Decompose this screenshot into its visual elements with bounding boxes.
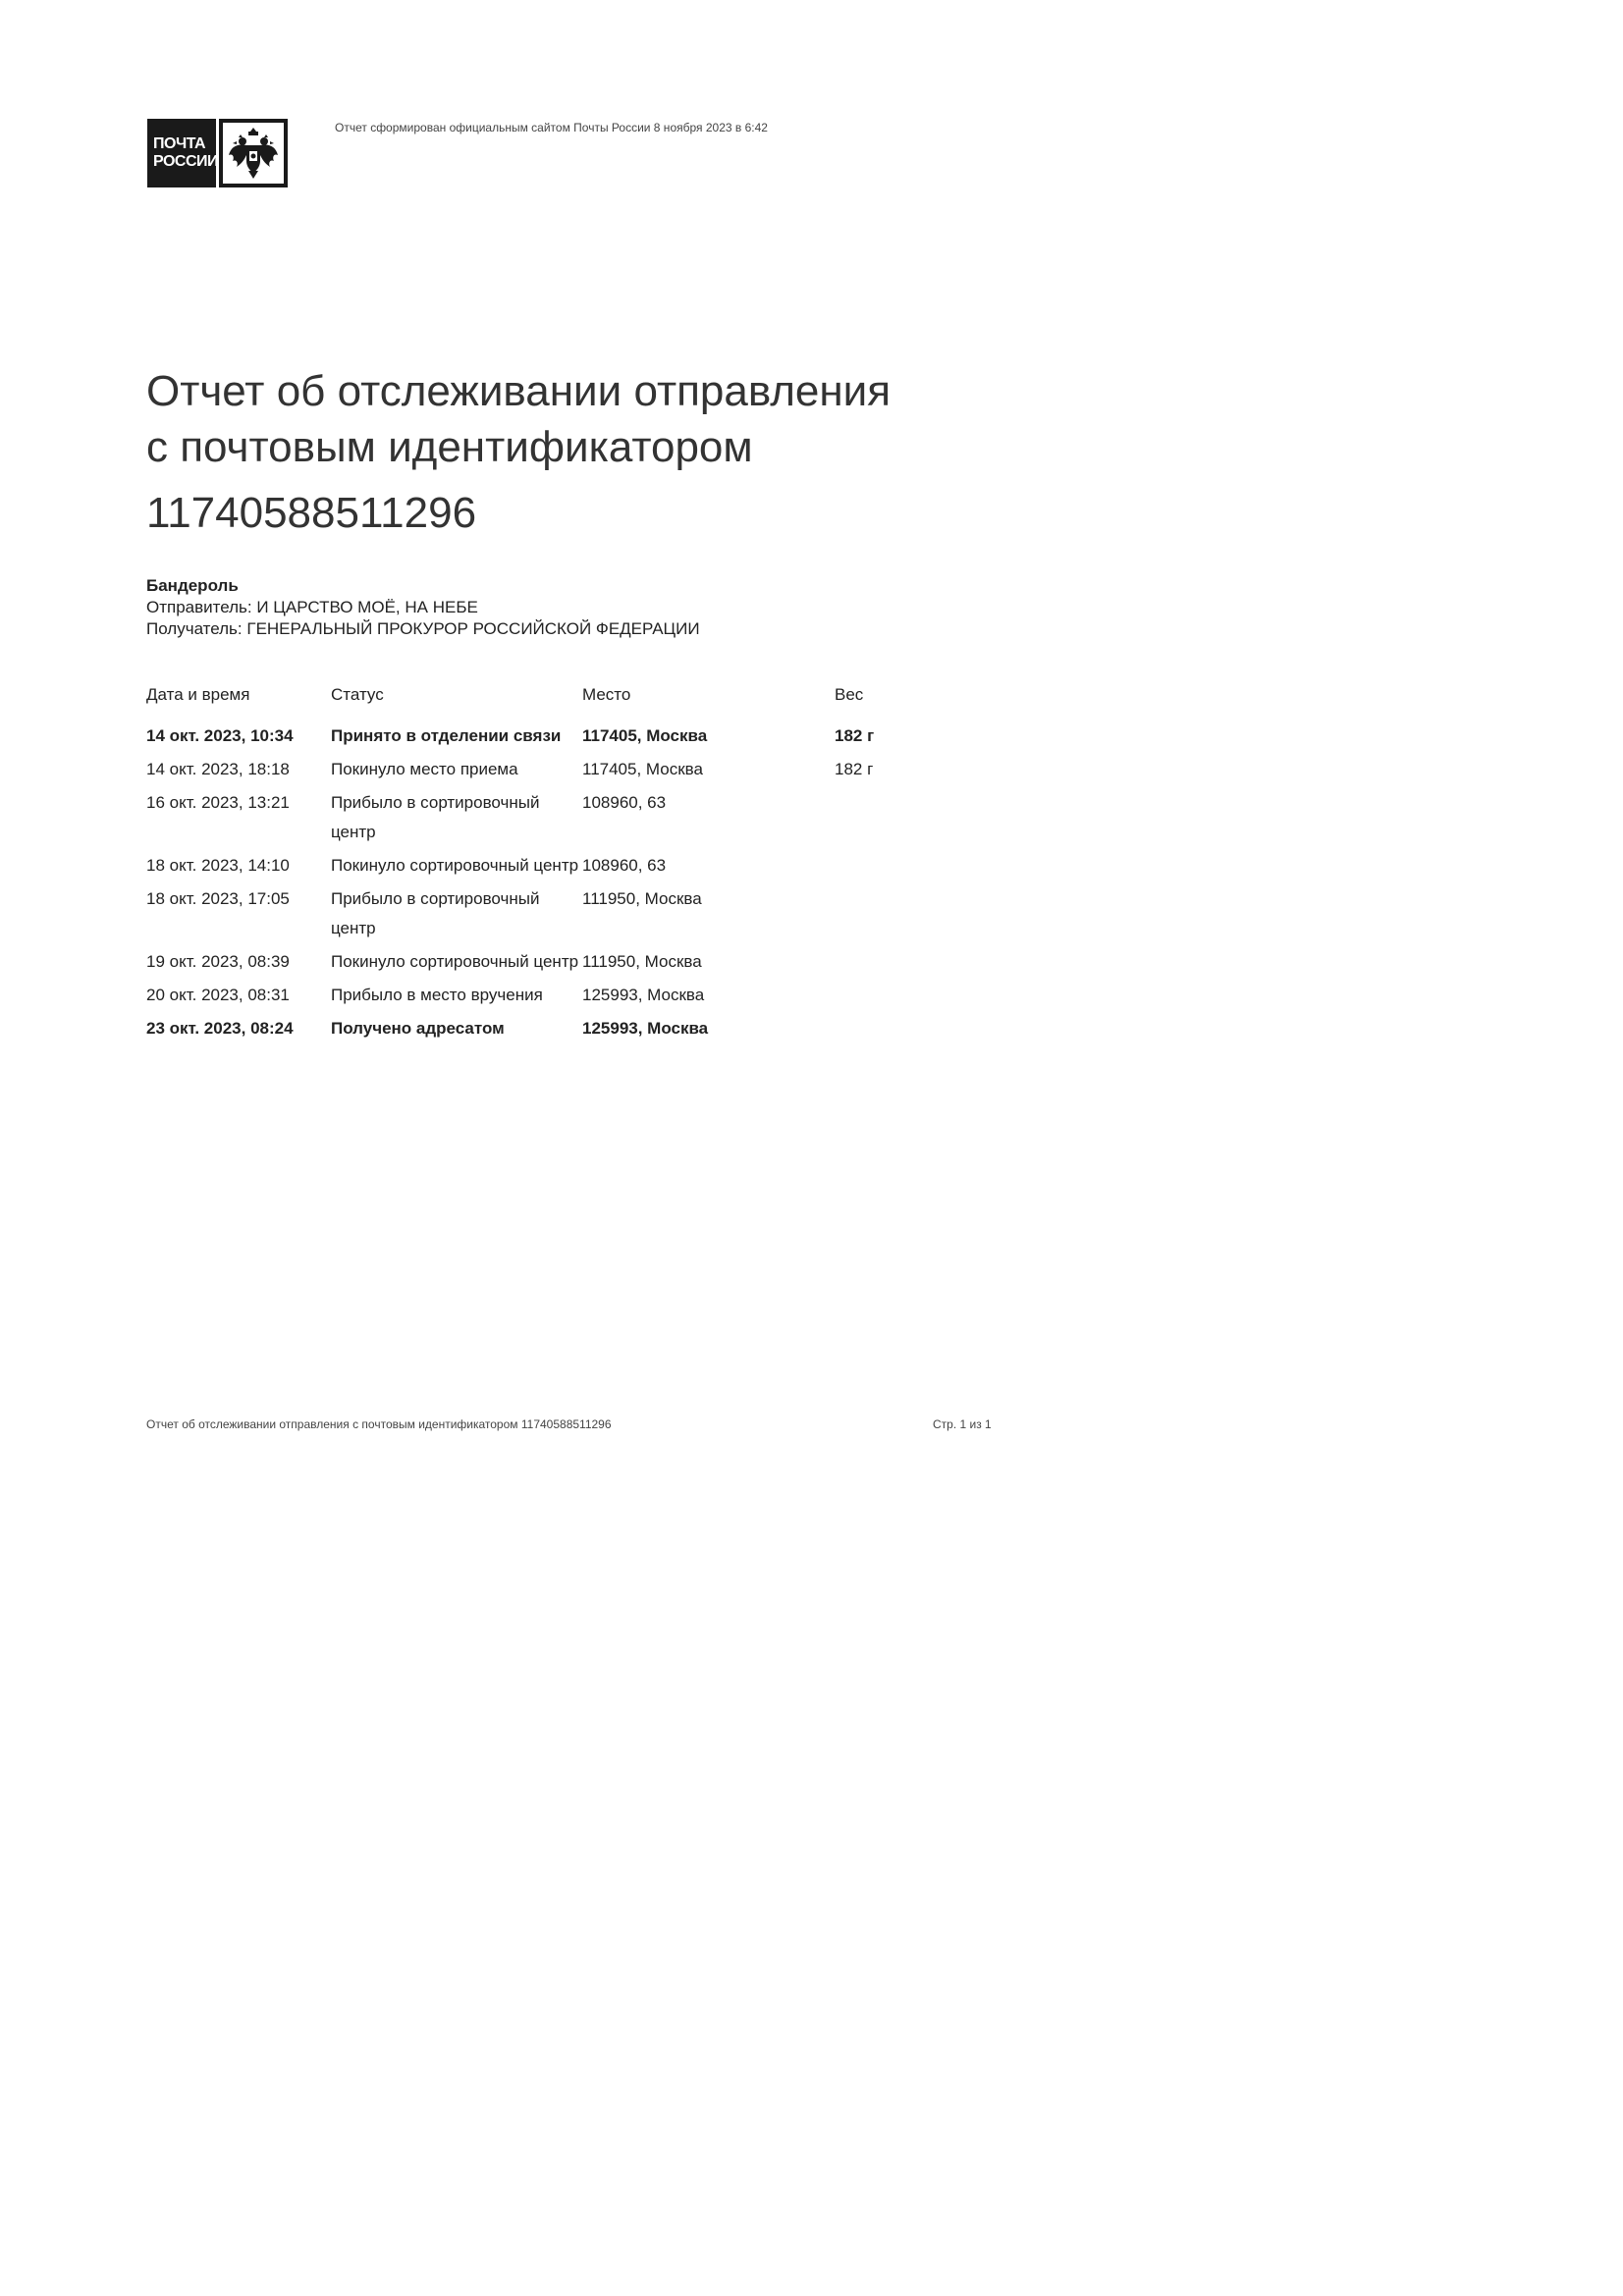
russian-post-logo [147, 119, 288, 187]
row-status: Получено адресатом [331, 1019, 505, 1038]
row-place: 108960, 63 [582, 793, 667, 812]
header-place: Место [582, 685, 631, 704]
row-weight [835, 788, 933, 847]
table-row [146, 947, 932, 977]
table-row [146, 1014, 932, 1043]
row-status: Принято в отделении связи [331, 726, 562, 745]
sender: Отправитель: И ЦАРСТВО МОЁ, НА НЕБЕ [146, 598, 478, 616]
row-weight [835, 981, 933, 1010]
generated-note: Отчет сформирован официальным сайтом Почты России 8 ноября 2023 в 6:42 [335, 121, 768, 134]
row-date: 16 окт. 2023, 13:21 [146, 793, 290, 812]
table-row [146, 851, 932, 881]
page-number: Стр. 1 из 1 [933, 1417, 992, 1431]
tracking-number: 11740588511296 [146, 489, 477, 537]
logo-line-2: РОССИИ [153, 153, 219, 170]
page-title [146, 363, 891, 541]
row-date: 18 окт. 2023, 14:10 [146, 856, 290, 875]
row-weight: 182 г [835, 760, 874, 778]
table-row [146, 755, 932, 784]
row-status: Прибыло в сортировочный центр [331, 793, 540, 841]
row-place: 111950, Москва [582, 889, 702, 908]
row-date: 20 окт. 2023, 08:31 [146, 986, 290, 1004]
footer-report-title: Отчет об отслеживании отправления с почтовым идентификатором 11740588511296 [146, 1417, 612, 1431]
row-status: Покинуло сортировочный центр [331, 856, 579, 875]
row-weight [835, 1014, 933, 1043]
row-weight: 182 г [835, 726, 875, 745]
shipment-type: Бандероль [146, 576, 239, 595]
row-date: 19 окт. 2023, 08:39 [146, 952, 290, 971]
row-weight [835, 947, 933, 977]
row-date: 23 окт. 2023, 08:24 [146, 1019, 294, 1038]
header-weight: Вес [835, 685, 864, 704]
row-place: 125993, Москва [582, 1019, 709, 1038]
header-status: Статус [331, 685, 384, 704]
table-header [146, 680, 932, 710]
table-row [146, 721, 932, 751]
table-row [146, 788, 932, 847]
row-place: 117405, Москва [582, 760, 703, 778]
row-weight [835, 884, 933, 943]
logo-line-1: ПОЧТА [153, 135, 206, 152]
row-date: 14 окт. 2023, 10:34 [146, 726, 294, 745]
title-line-2: с почтовым идентификатором [146, 423, 753, 471]
row-date: 14 окт. 2023, 18:18 [146, 760, 290, 778]
row-place: 125993, Москва [582, 986, 705, 1004]
table-row [146, 884, 932, 943]
row-date: 18 окт. 2023, 17:05 [146, 889, 290, 908]
row-weight [835, 851, 933, 881]
logo-wordmark [147, 119, 219, 187]
row-status: Покинуло место приема [331, 760, 518, 778]
row-place: 117405, Москва [582, 726, 708, 745]
row-status: Прибыло в сортировочный центр [331, 889, 540, 937]
table-row [146, 981, 932, 1010]
row-place: 108960, 63 [582, 856, 667, 875]
title-line-1: Отчет об отслеживании отправления [146, 367, 892, 415]
tracking-table [146, 680, 932, 1047]
row-status: Покинуло сортировочный центр [331, 952, 579, 971]
shipment-info [146, 575, 700, 640]
row-status: Прибыло в место вручения [331, 986, 543, 1004]
header-date: Дата и время [146, 685, 250, 704]
row-place: 111950, Москва [582, 952, 702, 971]
double-headed-eagle-icon [219, 119, 288, 187]
recipient: Получатель: ГЕНЕРАЛЬНЫЙ ПРОКУРОР РОССИЙСКОЙ ФЕДЕРАЦИИ [146, 619, 700, 638]
